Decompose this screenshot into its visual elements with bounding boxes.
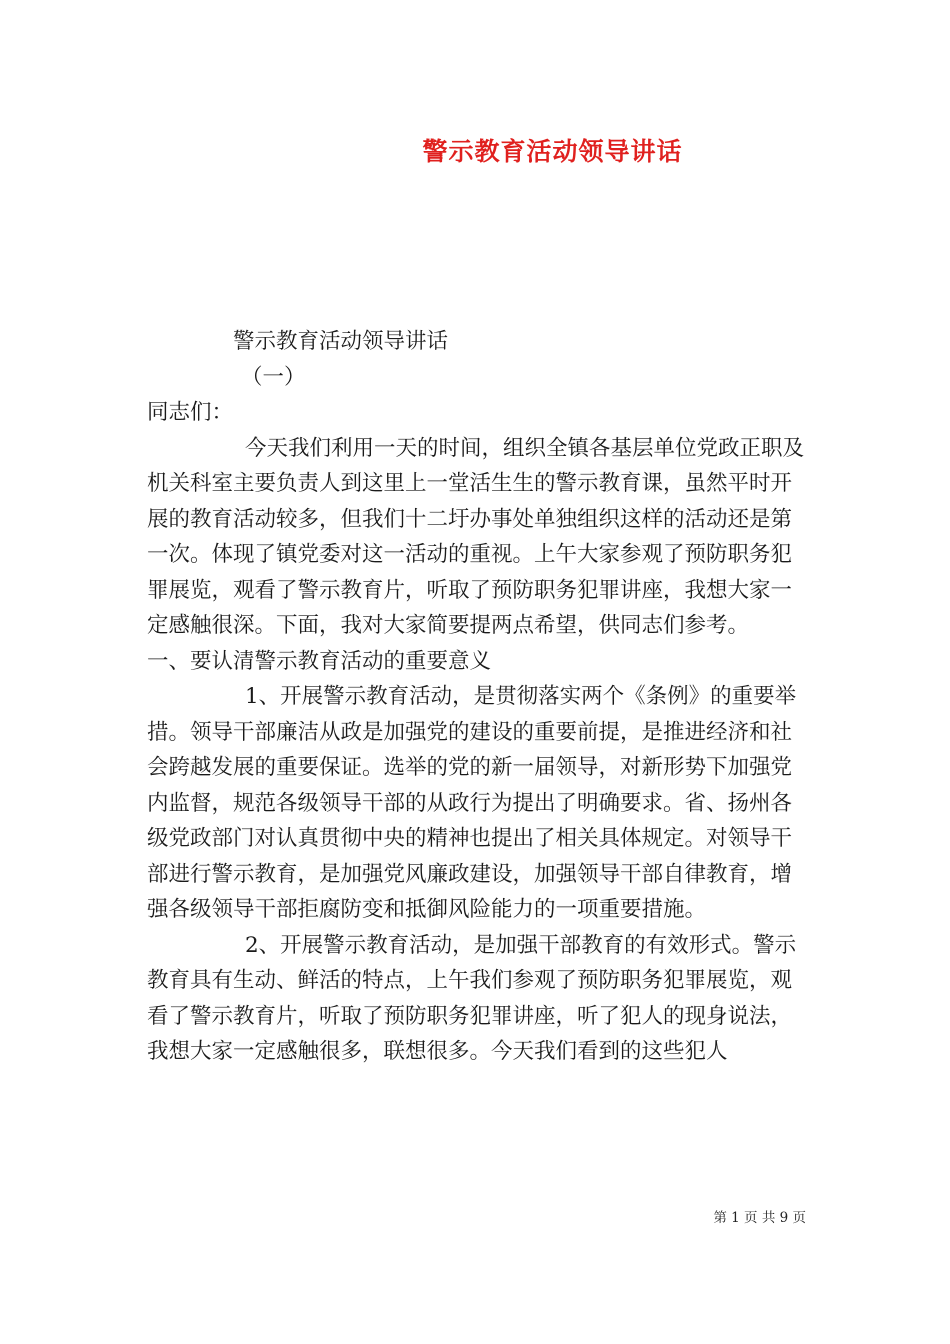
page-number: 第 1 页 共 9 页 [713,1210,806,1226]
paragraph-intro: 今天我们利用一天的时间，组织全镇各基层单位党政正职及机关科室主要负责人到这里上一堂活生生的警示教育课，虽然平时开展的教育活动较多，但我们十二圩办事处单独组织这样的活动还是第一次。体现了镇党委对这一活动的重视。上午大家参观了预防职务犯罪展览，观看了警示教育片，听取了预防职务犯罪讲座，我想大家一定感触很深。下面，我对大家简要提两点希望，供同志们参考。 [147,435,805,638]
document-body [147,324,812,1070]
section-number: （一） [241,364,306,390]
paragraph-point-1: 1、开展警示教育活动，是贯彻落实两个《条例》的重要举措。领导干部廉洁从政是加强党的建设的重要前提，是推进经济和社会跨越发展的重要保证。选举的党的新一届领导，对新形势下加强党内监督，规范各级领导干部的从政行为提出了明确要求。省、扬州各级党政部门对认真贯彻中央的精神也提出了相关具体规定。对领导干部进行警示教育，是加强党风廉政建设，加强领导干部自律教育，增强各级领导干部拒腐防变和抵御风险能力的一项重要措施。 [147,684,797,922]
section-heading: 一、要认清警示教育活动的重要意义 [147,648,492,674]
document-title: 警示教育活动领导讲话 [422,137,683,166]
paragraph-point-2: 2、开展警示教育活动，是加强干部教育的有效形式。警示教育具有生动、鲜活的特点，上午我们参观了预防职务犯罪展览，观看了警示教育片，听取了预防职务犯罪讲座，听了犯人的现身说法，我想大家一定感触很多，联想很多。今天我们看到的这些犯人 [147,932,797,1064]
document-subtitle: 警示教育活动领导讲话 [233,329,449,354]
salutation: 同志们： [147,400,234,425]
